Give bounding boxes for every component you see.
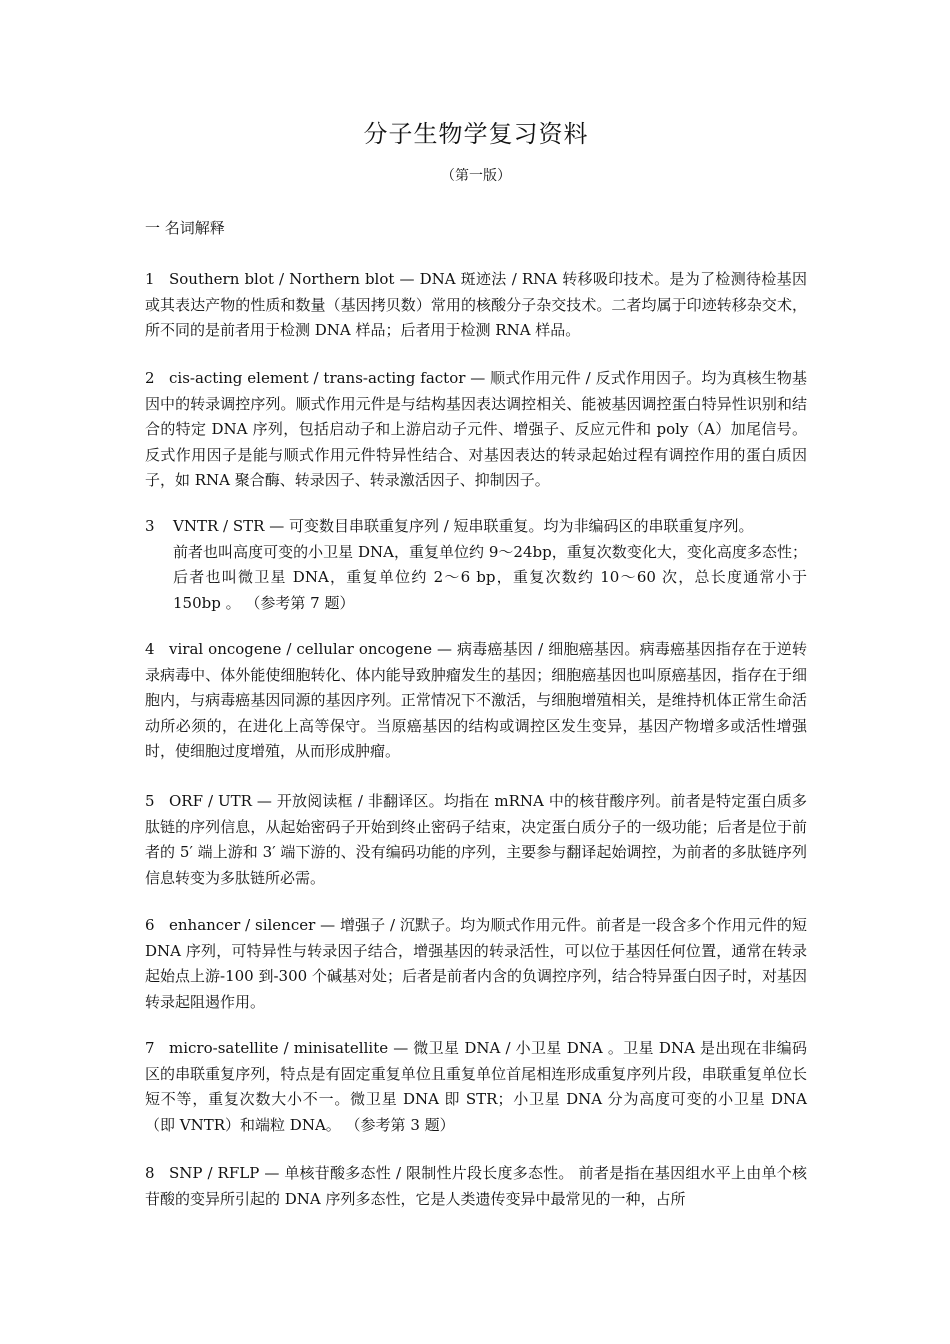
- entry-text: enhancer / silencer — 增强子 / 沉默子。均为顺式作用元件。前者是一段含多个作用元件的短 DNA 序列，可特异性与转录因子结合，增强基因的转录活性，可以位于基因任何位置，通常在转录起始点上游-100 到-300 个碱基对处；后者是前者内含的负调控序列，结合特异蛋白因子时，对基因转录起阻遏作用。: [145, 916, 807, 1011]
- entry-first-line: [145, 514, 807, 540]
- entry-text: VNTR / STR — 可变数目串联重复序列 / 短串联重复。均为非编码区的串联重复序列。: [173, 517, 754, 535]
- entry-5: [145, 789, 807, 891]
- entry-3: [145, 514, 807, 616]
- entry-6: [145, 913, 807, 1015]
- entry-1: [145, 267, 807, 344]
- entry-number: 2: [145, 369, 155, 387]
- entry-number: 6: [145, 916, 155, 934]
- entry-text: micro-satellite / minisatellite — 微卫星 DNA / 小卫星 DNA 。卫星 DNA 是出现在非编码区的串联重复序列，特点是有固定重复单位且重复单位首尾相连形成重复序列片段，串联重复单位长短不等，重复次数大小不一。微卫星 DNA 即 STR；小卫星 DNA 分为高度可变的小卫星 DNA（即 VNTR）和端粒 DNA。 （参考第 3 题）: [145, 1039, 807, 1134]
- entry-2: [145, 366, 807, 494]
- entry-4: [145, 637, 807, 765]
- section-heading: 一 名词解释: [145, 219, 225, 237]
- document-page: [145, 0, 807, 1344]
- entry-text: SNP / RFLP — 单核苷酸多态性 / 限制性片段长度多态性。 前者是指在基因组水平上由单个核苷酸的变异所引起的 DNA 序列多态性，它是人类遗传变异中最常见的一种，占所: [145, 1164, 807, 1208]
- entry-number: 5: [145, 792, 155, 810]
- entry-text: cis-acting element / trans-acting factor — 顺式作用元件 / 反式作用因子。均为真核生物基因中的转录调控序列。顺式作用元件是与结构基因表达调控相关、能被基因调控蛋白特异性识别和结合的特定 DNA 序列，包括启动子和上游启动子元件、增强子、反应元件和 poly（A）加尾信号。反式作用因子是能与顺式作用元件特异性结合、对基因表达的转录起始过程有调控作用的蛋白质因子，如 RNA 聚合酶、转录因子、转录激活因子、抑制因子。: [145, 369, 807, 489]
- entry-number: 8: [145, 1164, 155, 1182]
- entry-number: 4: [145, 640, 155, 658]
- entry-8: [145, 1161, 807, 1212]
- entry-number: 7: [145, 1039, 155, 1057]
- page-subtitle: （第一版）: [441, 168, 511, 184]
- entry-number: 3: [145, 517, 155, 535]
- entry-7: [145, 1036, 807, 1138]
- entry-text: viral oncogene / cellular oncogene — 病毒癌基因 / 细胞癌基因。病毒癌基因指存在于逆转录病毒中、体外能使细胞转化、体内能导致肿瘤发生的基因；细胞癌基因也叫原癌基因，指存在于细胞内，与病毒癌基因同源的基因序列。正常情况下不激活，与细胞增殖相关，是维持机体正常生命活动所必须的，在进化上高等保守。当原癌基因的结构或调控区发生变异，基因产物增多或活性增强时，使细胞过度增殖，从而形成肿瘤。: [145, 640, 807, 760]
- entry-text: ORF / UTR — 开放阅读框 / 非翻译区。均指在 mRNA 中的核苷酸序列。前者是特定蛋白质多肽链的序列信息，从起始密码子开始到终止密码子结束，决定蛋白质分子的一级功能；后者是位于前者的 5′ 端上游和 3′ 端下游的、没有编码功能的序列，主要参与翻译起始调控，为前者的多肽链序列信息转变为多肽链所必需。: [145, 792, 807, 887]
- entry-continuation: 前者也叫高度可变的小卫星 DNA，重复单位约 9～24bp，重复次数变化大，变化高度多态性；后者也叫微卫星 DNA，重复单位约 2～6 bp，重复次数约 10～60 次，总长度通常小于 150bp 。 （参考第 7 题）: [173, 542, 807, 612]
- entry-number: 1: [145, 270, 155, 288]
- page-title: 分子生物学复习资料: [363, 120, 589, 148]
- entry-text: Southern blot / Northern blot — DNA 斑迹法 / RNA 转移吸印技术。是为了检测待检基因或其表达产物的性质和数量（基因拷贝数）常用的核酸分子杂交技术。二者均属于印迹转移杂交术，所不同的是前者用于检测 DNA 样品；后者用于检测 RNA 样品。: [145, 270, 807, 339]
